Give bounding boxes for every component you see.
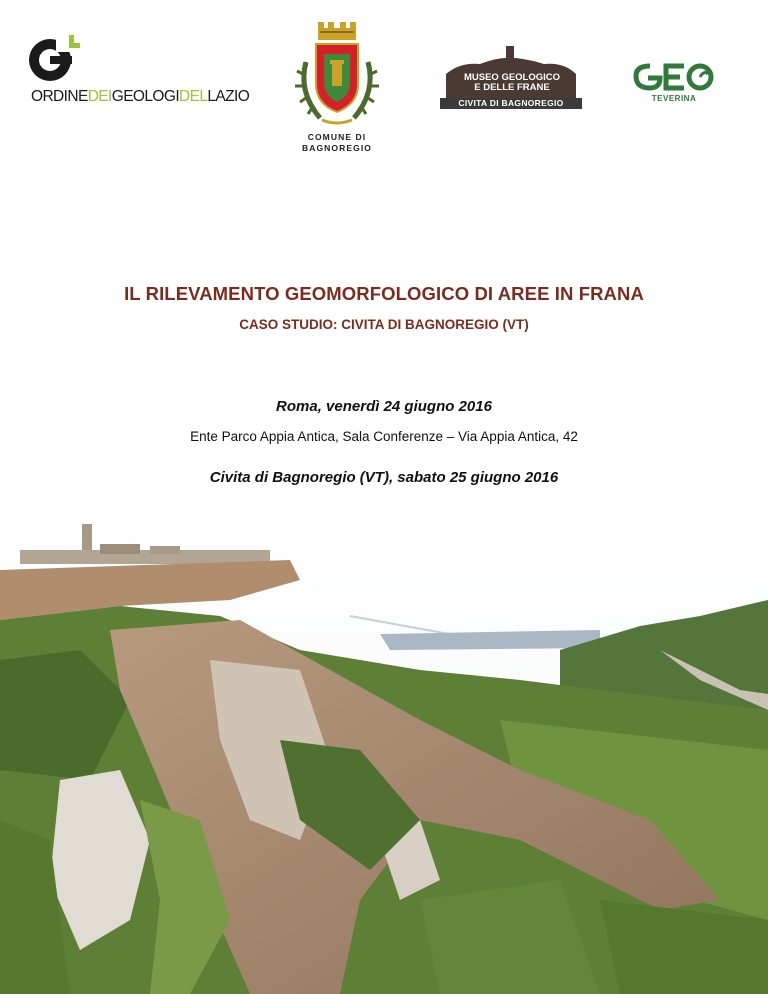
ordine-g-icon [28,30,88,88]
crest-icon [294,22,380,130]
geo-sub: TEVERINA [651,94,697,103]
ordine-wordmark: ORDINEDEIGEOLOGIDELLAZIO [31,88,250,105]
event-2-date: Civita di Bagnoregio (VT), sabato 25 giugno 2016 [209,469,559,486]
comune-bagnoregio-logo [290,22,384,157]
museo-line-2: E DELLE FRANE [474,82,550,93]
page-title: IL RILEVAMENTO GEOMORFOLOGICO DI AREE IN FRANA [124,283,644,304]
geo-teverina-logo [628,56,716,106]
landslide-photo [0,520,768,994]
logo-row [0,0,768,170]
page-subtitle: CASO STUDIO: CIVITA DI BAGNOREGIO (VT) [239,317,529,332]
museo-line-3: CIVITA DI BAGNOREGIO [440,98,582,109]
comune-caption: COMUNE DI BAGNOREGIO [301,132,373,153]
museo-geologico-logo [440,46,582,112]
event-1-venue: Ente Parco Appia Antica, Sala Conferenze – Via Appia Antica, 42 [190,429,578,444]
event-1-date: Roma, venerdì 24 giugno 2016 [276,398,492,415]
museo-line-1: MUSEO GEOLOGICO [463,72,561,83]
ordine-geologi-lazio-logo [28,30,250,110]
geo-swirl-icon [628,56,716,96]
